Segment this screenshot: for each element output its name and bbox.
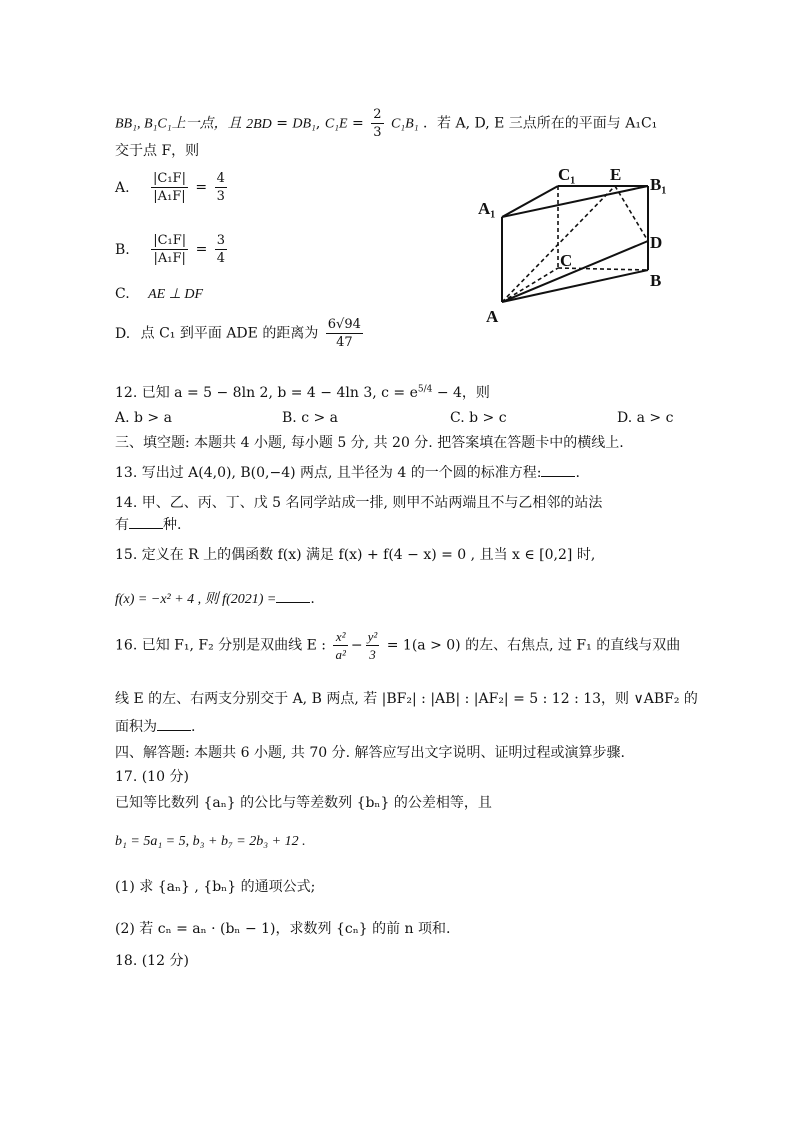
q11-line1: BB₁, B₁C₁上一点，且 2BD = DB₁, C₁E = $\frac{2}{3}$ C₁B₁ ．若 A, D, E 三点所在的平面与 A₁C₁ xyxy=(115,107,658,140)
q11-line2: 交于点 F，则 xyxy=(115,143,200,159)
q15-line2: f(x) = −x² + 4 , 则 f(2021) = . xyxy=(115,588,315,608)
q11-cond1-lhs: 2BD xyxy=(246,116,272,132)
section-4-heading: 四、解答题: 本题共 6 小题, 共 70 分. 解答应写出文字说明、证明过程或演算步骤. xyxy=(115,745,625,761)
label-b1: B₁ xyxy=(650,175,667,194)
q11-option-c: C. AE ⊥ DF xyxy=(115,286,204,302)
q12-option-b: B. c > a xyxy=(282,410,339,426)
q11-cond2-rhs: C₁B₁ xyxy=(390,116,419,132)
q16-answer-blank xyxy=(157,716,191,731)
label-d: D xyxy=(650,233,663,252)
q15-line1: 15. 定义在 R 上的偶函数 f(x) 满足 f(x) + f(4 − x) = 0 , 且当 x ∈ [0,2] 时, xyxy=(115,547,596,563)
q17-head: 17. (10 分) xyxy=(115,769,189,785)
q16-line2: 线 E 的左、右两支分别交于 A, B 两点, 若 |BF₂| : |AB| : |AF₂| = 5 : 12 : 13，则 ∨ABF₂ 的 xyxy=(115,691,698,707)
q11-cond2-lhs: C₁E xyxy=(324,116,348,132)
q12-option-a: A. b > a xyxy=(115,410,172,426)
edge-a-b xyxy=(502,270,648,302)
q12-option-d: D. a > c xyxy=(617,410,674,426)
q11-option-b: B. $\frac{\text{|C₁F|}}{\text{|A₁F|}}$ = $\frac{3}{4}$ xyxy=(115,233,226,266)
prism-figure xyxy=(472,160,672,330)
q16-line1: 16. 已知 F₁, F₂ 分别是双曲线 E : $\frac{\text{x²}}{\text{a²}}$ − $\frac{\text{y²}}{3}$ = 1(a > 0) 的左、右焦点, 过 F₁ 的直线与双曲 xyxy=(115,629,681,662)
q14-answer-blank xyxy=(129,514,163,529)
q13: 13. 写出过 A(4,0), B(0,−4) 两点, 且半径为 4 的一个圆的标准方程: . xyxy=(115,462,580,482)
q11-option-a: A. $\frac{\text{|C₁F|}}{\text{|A₁F|}}$ = $\frac{4}{3}$ xyxy=(115,171,225,204)
edge-a1-b1 xyxy=(502,186,648,217)
q11-option-d-fraction: $\frac{6√94}{47}$ xyxy=(327,317,361,350)
q14-line2: 有 种. xyxy=(115,514,181,534)
q18-head: 18. (12 分) xyxy=(115,953,189,969)
q17-part1: (1) 求 {aₙ} , {bₙ} 的通项公式; xyxy=(115,879,316,895)
q17-line1: 已知等比数列 {aₙ} 的公比与等差数列 {bₙ} 的公差相等，且 xyxy=(115,795,492,811)
q12-stem: 12. 已知 a = 5 − 8ln 2, b = 4 − 4ln 3, $c = e^{5/4} - 4$，则 xyxy=(115,384,490,401)
label-a1: A₁ xyxy=(478,199,496,218)
label-b: B xyxy=(650,271,662,290)
q11-line1-prefix: BB₁, B₁C₁上一点，且 xyxy=(115,116,242,132)
q16-frac-y: $\frac{\text{y²}}{3}$ xyxy=(367,629,378,662)
q11-option-b-lhs: $\frac{\text{|C₁F|}}{\text{|A₁F|}}$ xyxy=(153,233,187,266)
q14-line1: 14. 甲、乙、丙、丁、戊 5 名同学站成一排, 则甲不站两端且不与乙相邻的站法 xyxy=(115,495,603,511)
q16-frac-x: $\frac{\text{x²}}{\text{a²}}$ xyxy=(335,629,346,662)
q17-line2: b₁ = 5a₁ = 5, b₃ + b₇ = 2b₃ + 12 . xyxy=(115,834,306,849)
edge-a-d xyxy=(502,241,648,302)
q11-option-a-rhs: $\frac{4}{3}$ xyxy=(216,171,225,204)
q11-option-d: D. 点 C₁ 到平面 ADE 的距离为 $\frac{6√94}{47}$ xyxy=(115,317,361,350)
q11-cond1-rhs: DB₁ xyxy=(292,116,316,132)
q13-answer-blank xyxy=(541,462,575,477)
q15-answer-blank xyxy=(276,588,310,603)
label-c1: C₁ xyxy=(558,165,576,184)
q12-option-c: C. b > c xyxy=(450,410,507,426)
label-a: A xyxy=(486,307,499,326)
q11-line1-suffix: ．若 A, D, E 三点所在的平面与 A₁C₁ xyxy=(423,115,658,132)
hidden-edge-e-d xyxy=(615,186,648,241)
label-c: C xyxy=(560,251,573,270)
q11-option-a-lhs: $\frac{\text{|C₁F|}}{\text{|A₁F|}}$ xyxy=(153,171,186,204)
section-3-heading: 三、填空题: 本题共 4 小题, 每小题 5 分, 共 20 分. 把答案填在答题卡中的横线上. xyxy=(115,435,624,451)
q11-cond2-fraction: $\frac{2}{3}$ xyxy=(373,107,382,140)
q17-part2: (2) 若 cₙ = aₙ · (bₙ − 1)，求数列 {cₙ} 的前 n 项和. xyxy=(115,921,451,937)
edge-a1-c1 xyxy=(502,186,558,217)
q11-option-b-rhs: $\frac{3}{4}$ xyxy=(216,233,226,266)
label-e: E xyxy=(610,165,622,184)
q16-line3: 面积为 . xyxy=(115,716,195,736)
hidden-edge-a-c xyxy=(502,268,558,302)
